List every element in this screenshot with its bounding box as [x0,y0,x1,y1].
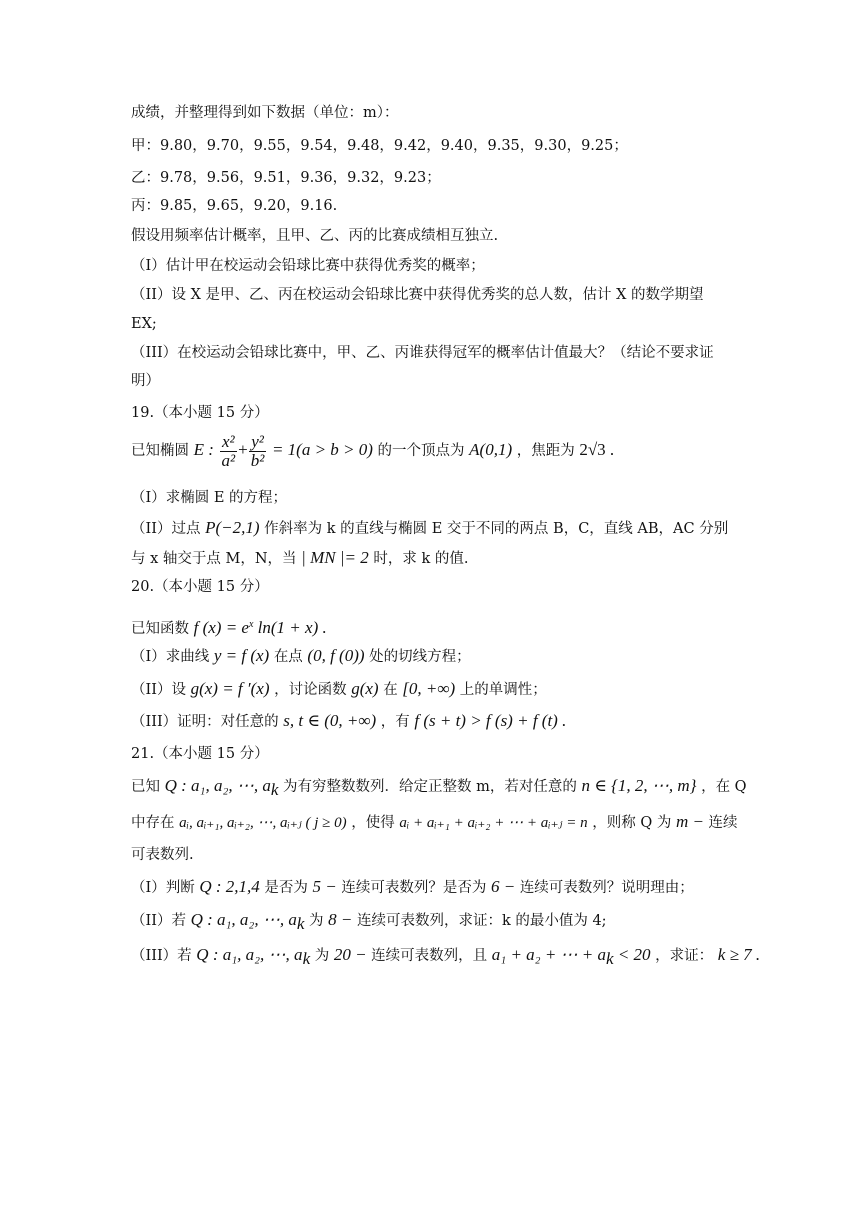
subquestion-line: （I）求椭圆 E 的方程； [131,490,288,506]
question-19-statement: 已知椭圆 E : $\frac{\text{x²}}{\text{a²}}$ + $\frac{\text{y²}}{\text{b²}}$ = 1(a > b > 0) 的一个顶点为 A(0,1) ，焦距为 2√3 . [131,431,615,470]
subquestion-line: （III）在校运动会铅球比赛中，甲、乙、丙谁获得冠军的概率估计值最大？（结论不要求证 [131,345,714,361]
subquestion-line: （II）过点 P(−2,1) 作斜率为 k 的直线与椭圆 E 交于不同的两点 B，C，直线 AB，AC 分别 [131,518,729,537]
text-line: 可表数列. [131,847,194,863]
subquestion-line: （II）设 X 是甲、乙、丙在校运动会铅球比赛中获得优秀奖的总人数，估计 X 的数学期望 [131,287,704,303]
fraction-x: $\frac{\text{x²}}{\text{a²}}$ [221,431,236,470]
subquestion-line: （I）判断 Q : 2,1,4 是否为 5 − 连续可表数列？是否为 6 − 连续可表数列？说明理由； [131,877,694,896]
question-20-statement: 已知函数 f $(x) = e^x$ ln(1 + x) . [131,617,327,637]
ellipse-label: E : [193,440,214,459]
text-line: 成绩，并整理得到如下数据（单位：m）： [131,105,399,121]
text-line: 甲：9.80，9.70，9.55，9.54，9.48，9.42，9.40，9.35，9.30，9.25； [131,138,628,154]
text-line: 明） [131,373,160,389]
subquestion-line: （III）若 Q : a₁, a₂, ⋯, $a_k$ 为 20 − 连续可表数列，且 a₁ + a₂ + ⋯ + $a_k < 20$ ，求证： k ≥ 7 . [131,945,761,968]
question-21-statement: 已知 Q : a₁, a₂, ⋯, $a_k$ 为有穷整数数列．给定正整数 m，若对任意的 n ∈ {1, 2, ⋯, m} ，在 Q [131,776,747,799]
text-line: 丙：9.85，9.65，9.20，9.16. [131,198,338,214]
text-line: 与 x 轴交于点 M，N，当 | MN |= 2 时，求 k 的值. [131,548,469,567]
fraction-y: $\frac{\text{y²}}{\text{b²}}$ [250,431,265,470]
subquestion-line: （I）估计甲在校运动会铅球比赛中获得优秀奖的概率； [131,258,485,274]
subquestion-line: （I）求曲线 y = f (x) 在点 (0, f (0)) 处的切线方程； [131,646,471,665]
question-heading-19: 19.（本小题 15 分） [131,405,269,421]
text-line: 中存在 aᵢ, aᵢ₊₁, aᵢ₊₂, ⋯, aᵢ₊ⱼ ( j ≥ 0) ，使得 aᵢ + aᵢ₊₁ + aᵢ₊₂ + ⋯ + aᵢ₊ⱼ = n ，则称 Q 为 m − 连续 [131,812,738,831]
subquestion-line: （II）设 g(x) = f ′(x) ，讨论函数 g(x) 在 [0, +∞) 上的单调性； [131,679,547,698]
question-heading-21: 21.（本小题 15 分） [131,746,269,762]
text-line: 乙：9.78，9.56，9.51，9.36，9.32，9.23； [131,170,441,186]
text-line: EX; [131,316,157,332]
question-heading-20: 20.（本小题 15 分） [131,579,269,595]
text-line: 假设用频率估计概率，且甲、乙、丙的比赛成绩相互独立. [131,228,499,244]
subquestion-line: （II）若 Q : a₁, a₂, ⋯, $a_k$ 为 8 − 连续可表数列，求证：k 的最小值为 4; [131,910,607,933]
subquestion-line: （III）证明：对任意的 s, t ∈ (0, +∞) ，有 f (s + t) > f (s) + f (t) . [131,711,567,730]
